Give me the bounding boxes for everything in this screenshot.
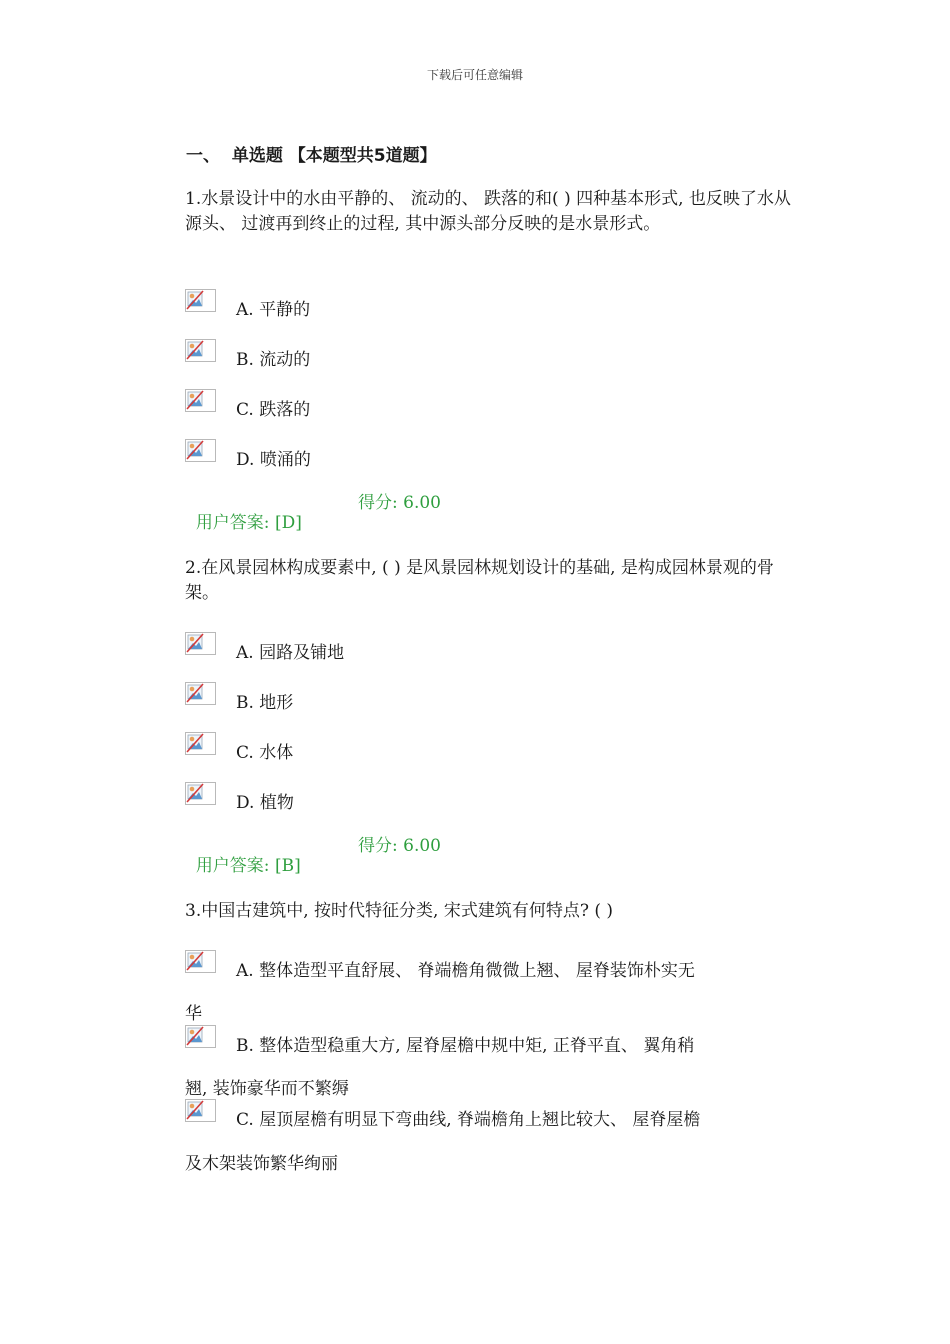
- option-label: A. 平静的: [236, 300, 311, 320]
- broken-image-icon: [185, 1099, 216, 1122]
- option-label: C. 水体: [236, 743, 294, 763]
- question-2-text: 2.在风景园林构成要素中, ( ) 是风景园林规划设计的基础, 是构成园林景观的骨架。: [185, 558, 774, 603]
- broken-image-icon: [185, 339, 216, 362]
- section-title: 一、 单选题 【本题型共5道题】: [186, 146, 437, 166]
- broken-image-icon: [185, 389, 216, 412]
- option-label: C. 屋顶屋檐有明显下弯曲线, 脊端檐角上翘比较大、 屋脊屋檐: [236, 1110, 701, 1130]
- broken-image-icon: [185, 1025, 216, 1048]
- broken-image-icon: [185, 632, 216, 655]
- answer-row-1: [185, 488, 441, 553]
- page-header-note: 下载后可任意编辑: [426, 68, 523, 82]
- broken-image-icon: [185, 950, 216, 973]
- user-answer: 用户答案: [B]: [195, 856, 301, 876]
- score: 得分: 6.00: [358, 836, 441, 856]
- option-label: A. 整体造型平直舒展、 脊端檐角微微上翘、 屋脊装饰朴实无: [236, 961, 695, 981]
- option-label: A. 园路及铺地: [236, 643, 345, 663]
- answer-row-2: [185, 831, 441, 896]
- question-1-text: 1.水景设计中的水由平静的、 流动的、 跌落的和( ) 四种基本形式, 也反映了水从源头、 过渡再到终止的过程, 其中源头部分反映的是水景形式。: [185, 189, 791, 234]
- question-3-text: 3.中国古建筑中, 按时代特征分类, 宋式建筑有何特点? ( ): [185, 901, 614, 921]
- option-label: B. 流动的: [236, 350, 311, 370]
- option-label: D. 喷涌的: [236, 450, 311, 470]
- broken-image-icon: [185, 682, 216, 705]
- option-label: B. 地形: [236, 693, 294, 713]
- user-answer: 用户答案: [D]: [195, 513, 302, 533]
- broken-image-icon: [185, 289, 216, 312]
- broken-image-icon: [185, 782, 216, 805]
- score: 得分: 6.00: [358, 493, 441, 513]
- option-3c-continuation: 及木架装饰繁华绚丽: [185, 1154, 338, 1174]
- option-label: D. 植物: [236, 793, 294, 813]
- option-label: C. 跌落的: [236, 400, 311, 420]
- option-3a-continuation: 华: [185, 1004, 202, 1024]
- option-3b-continuation: 翘, 装饰豪华而不繁缛: [185, 1079, 349, 1099]
- broken-image-icon: [185, 439, 216, 462]
- option-label: B. 整体造型稳重大方, 屋脊屋檐中规中矩, 正脊平直、 翼角稍: [236, 1036, 695, 1056]
- broken-image-icon: [185, 732, 216, 755]
